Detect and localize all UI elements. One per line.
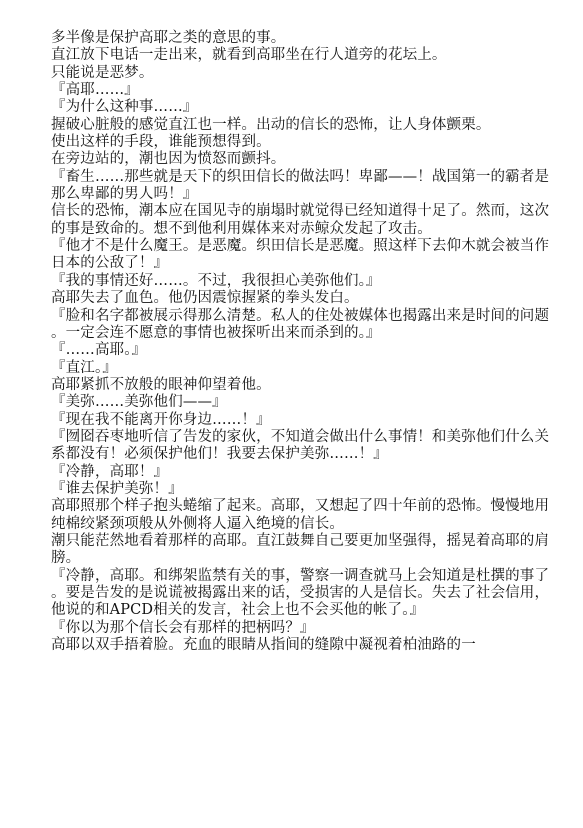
paragraph: 『美弥……美弥他们——』 (51, 394, 227, 411)
paragraph: 『为什么这种事……』 (51, 99, 198, 116)
paragraph: 高耶紧抓不放般的眼神仰望着他。 (51, 376, 271, 393)
paragraph: 高耶以双手捂着脸。充血的眼睛从指间的缝隙中凝视着柏油路的一 (51, 637, 476, 654)
paragraph: 『冷静，高耶。和绑架监禁有关的事，警察一调查就马上会知道是杜撰的事了。要是告发的是说谎被揭露出来的话，受损害的人是信长。失去了社会信用，他说的和APCD相关的发言，社会上也不会买他的帐了。』 (51, 567, 550, 619)
paragraph: 『脸和名字都被展示得那么清楚。私人的住处被媒体也揭露出来是时间的问题。一定会连不愿意的事情也被探听出来而杀到的。』 (51, 307, 550, 341)
paragraph: 高耶照那个样子抱头蜷缩了起来。高耶，又想起了四十年前的恐怖。慢慢地用纯棉绞紧颈项般从外侧将人逼入绝境的信长。 (51, 498, 550, 532)
paragraph: 『冷静，高耶！』 (51, 463, 169, 480)
paragraph: 多半像是保护高耶之类的意思的事。 (51, 30, 286, 46)
paragraph: 『现在我不能离开你身边……！』 (51, 411, 271, 428)
paragraph: 『畜生……那些就是天下的织田信长的做法吗！卑鄙——！战国第一的霸者是那么卑鄙的男人吗！』 (51, 168, 550, 203)
paragraph: 使出这样的手段，谁能预想得到。 (51, 134, 271, 151)
paragraph: 『高耶……』 (51, 82, 139, 99)
paragraph: 直江放下电话一走出来，就看到高耶坐在行人道旁的花坛上。 (51, 47, 447, 64)
paragraph: 『……高耶。』 (51, 342, 147, 359)
paragraph: 只能说是恶梦。 (51, 64, 154, 81)
paragraph: 『我的事情还好……。不过，我很担心美弥他们。』 (51, 272, 381, 289)
paragraph: 『直江。』 (51, 359, 117, 376)
paragraph: 在旁边站的，潮也因为愤怒而颤抖。 (51, 151, 286, 168)
paragraph: 握破心脏般的感觉直江也一样。出动的信长的恐怖，让人身体颤栗。 (51, 116, 491, 133)
paragraph: 信长的恐怖，潮本应在国见寺的崩塌时就觉得已经知道得十足了。然而，这次的事是致命的。想不到他利用媒体来对赤鲸众发起了攻击。 (51, 203, 550, 237)
paragraph: 『你以为那个信长会有那样的把柄吗？』 (51, 619, 315, 636)
paragraph: 潮只能茫然地看着那样的高耶。直江鼓舞自己要更加坚强得，摇晃着高耶的肩膀。 (51, 532, 550, 567)
paragraph: 『谁去保护美弥！』 (51, 480, 183, 497)
paragraph: 『他才不是什么魔王。是恶魔。织田信长是恶魔。照这样下去仰木就会被当作日本的公敌了！』 (51, 238, 550, 272)
paragraph: 高耶失去了血色。他仍因震惊握紧的拳头发白。 (51, 290, 359, 307)
paragraph: 『囫囵吞枣地听信了告发的家伙，不知道会做出什么事情！和美弥他们什么关系都没有！必须保护他们！我要去保护美弥……！』 (51, 428, 550, 463)
